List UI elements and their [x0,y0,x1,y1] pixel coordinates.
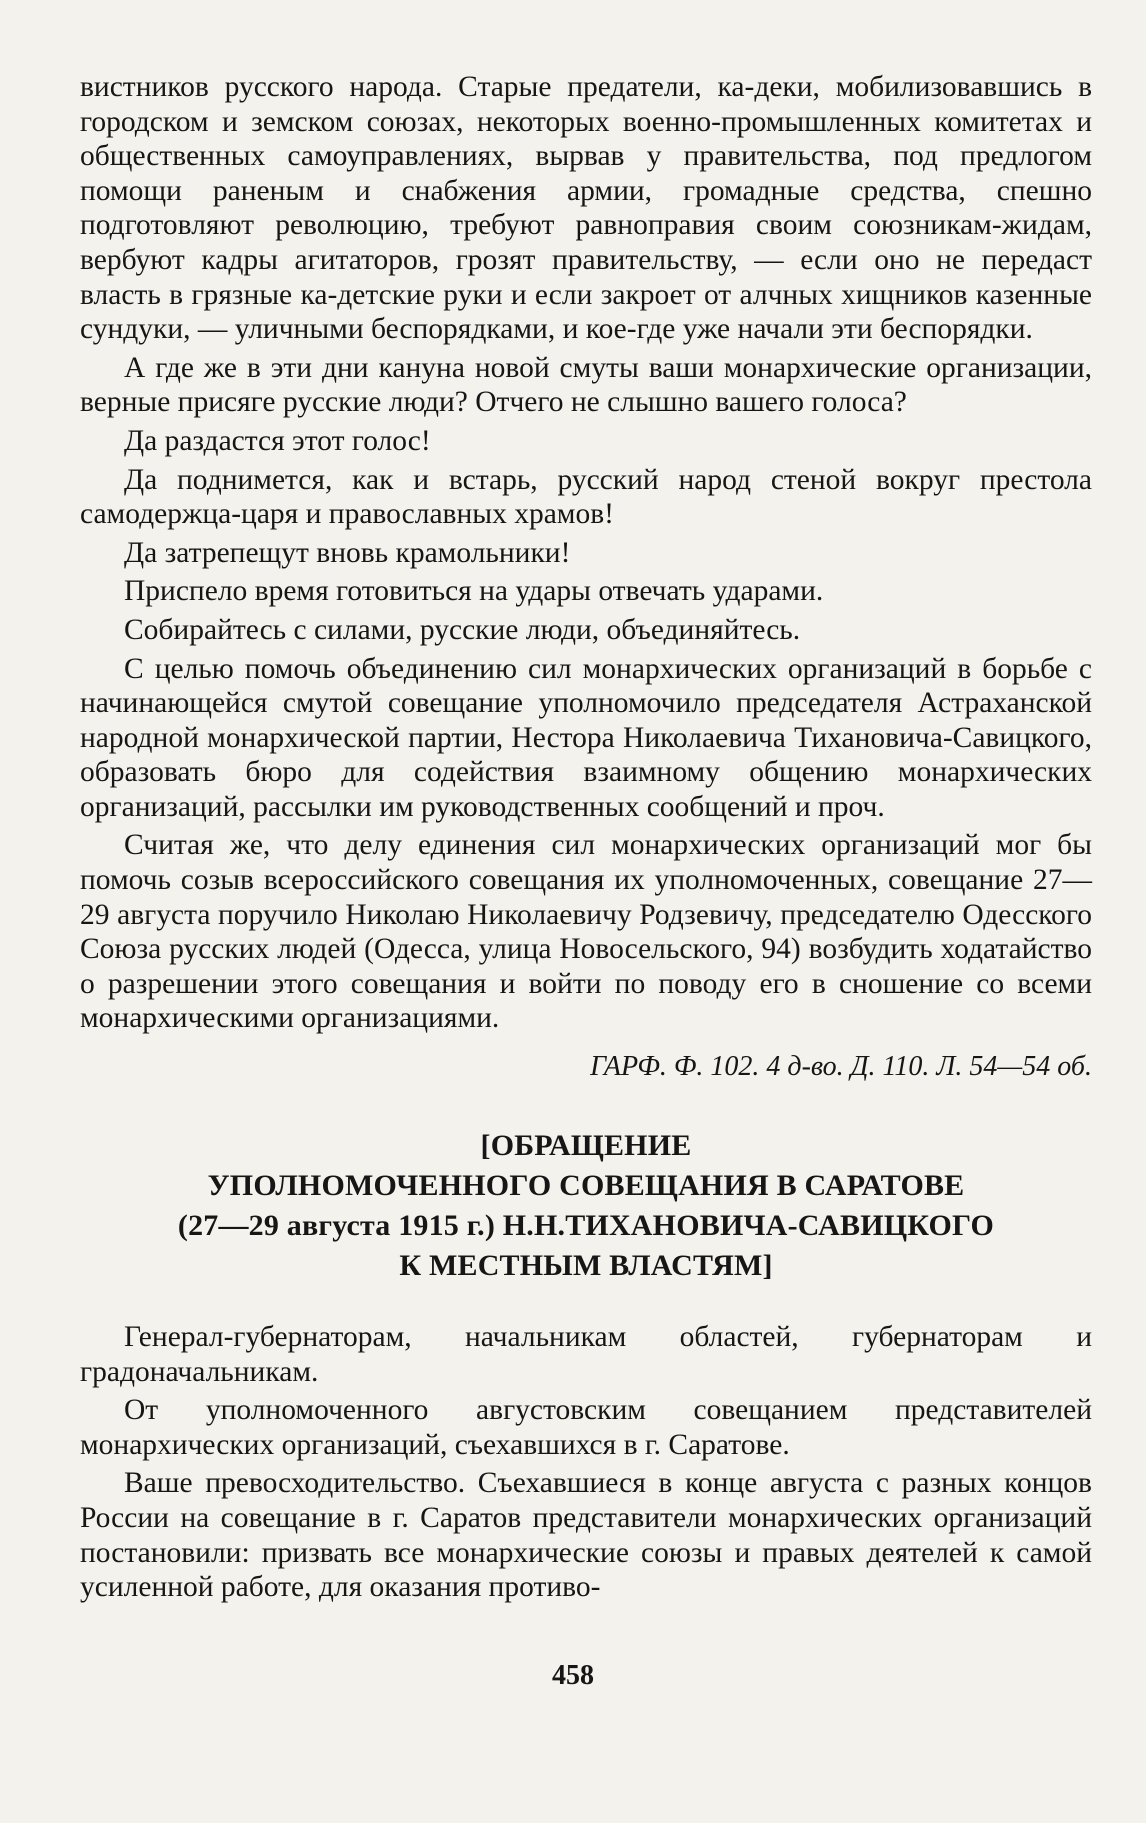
paragraph: Считая же, что делу единения сил монархических организаций мог бы помочь созыв всероссийского совещания их уполномоченных, совещание 27—29 августа поручило Николаю Николаевичу Родзевичу, председателю Одесского Союза русских людей (Одесса, улица Новосельского, 94) возбудить ходатайство о разрешении этого совещания и войти по поводу его в сношение со всеми монархическими организациями. [80,829,1092,1035]
paragraph: Приспело время готовиться на удары отвечать ударами. [124,575,824,608]
paragraph: С целью помочь объединению сил монархических организаций в борьбе с начинающейся смутой совещание уполномочило председателя Астраханской народной монархической партии, Нестора Николаевича Тихановича-Савицкого, образовать бюро для содействия взаимному общению монархических организаций, рассылки им руководственных сообщений и проч. [80,652,1092,823]
page-number: 458 [552,1660,594,1691]
paragraph: Ваше превосходительство. Съехавшиеся в конце августа с разных концов России на совещание в г. Саратов представители монархических организаций постановили: призвать все монархические союзы и правых деятелей к самой усиленной работе, для оказания противо- [80,1467,1092,1604]
heading-line: (27—29 августа 1915 г.) Н.Н.ТИХАНОВИЧА-САВИЦКОГО [177,1209,995,1243]
paragraph: А где же в эти дни кануна новой смуты ваши монархические организации, верные присяге русские люди? Отчего не слышно вашего голоса? [80,351,1092,419]
body-text-top [80,70,1092,1036]
heading-line: [ОБРАЩЕНИЕ [480,1129,692,1163]
paragraph: Генерал-губернаторам, начальникам областей, губернаторам и градоначальникам. [80,1321,1092,1388]
body-text-bottom [80,1320,1092,1605]
document-heading [80,1126,1092,1286]
paragraph: Собирайтесь с силами, русские люди, объединяйтесь. [124,613,801,646]
heading-line: УПОЛНОМОЧЕННОГО СОВЕЩАНИЯ В САРАТОВЕ [207,1169,965,1203]
paragraph: От уполномоченного августовским совещанием представителей монархических организаций, съехавшихся в г. Саратове. [80,1394,1092,1461]
heading-line: К МЕСТНЫМ ВЛАСТЯМ] [399,1249,773,1283]
paragraph: Да раздастся этот голос! [124,424,431,457]
paragraph: Да затрепещут вновь крамольники! [124,536,571,569]
paragraph: Да поднимется, как и встарь, русский народ стеной вокруг престола самодержца-царя и православных храмов! [80,463,1092,531]
paragraph: вистников русского народа. Старые предатели, ка-деки, мобилизовавшись в городском и земском союзах, некоторых военно-промышленных комитетах и общественных самоуправлениях, вырвав у правительства, под предлогом помощи раненым и снабжения армии, громадные средства, спешно подготовляют революцию, требуют равноправия своим союзникам-жидам, вербуют кадры агитаторов, грозят правительству, — если оно не передаст власть в грязные ка-детские руки и если закроет от алчных хищников казенные сундуки, — уличными беспорядками, и кое-где уже начали эти беспорядки. [80,71,1092,346]
archive-source-reference: ГАРФ. Ф. 102. 4 д-во. Д. 110. Л. 54—54 об. [590,1051,1092,1083]
